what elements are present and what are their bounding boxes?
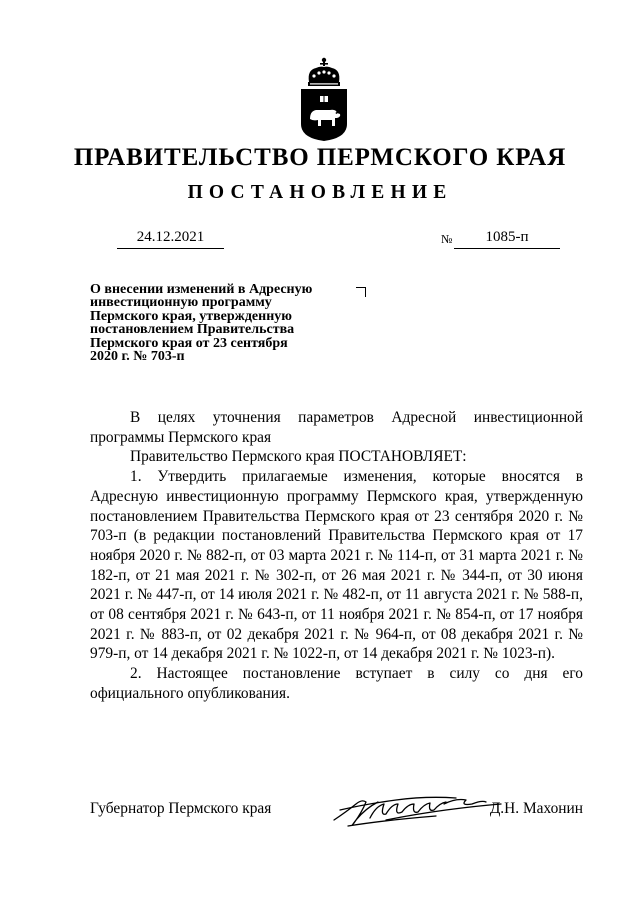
document-subject: О внесении изменений в Адресную инвестиционную программу Пермского края, утвержденную постановлением Правительства Пермского края от 23 сентября 2020 г. № 703-п	[90, 282, 313, 365]
signatory-name: Д.Н. Махонин	[489, 800, 583, 817]
body-paragraph: 2. Настоящее постановление вступает в силу со дня его официального опубликования.	[90, 665, 583, 702]
document-number: 1085-п	[454, 226, 560, 249]
document-type-heading: ПОСТАНОВЛЕНИЕ	[187, 182, 453, 203]
document-body	[90, 408, 583, 704]
organization-title: ПРАВИТЕЛЬСТВО ПЕРМСКОГО КРАЯ	[73, 144, 567, 171]
body-paragraph: Правительство Пермского края ПОСТАНОВЛЯЕТ:	[130, 448, 467, 466]
body-paragraph: 1. Утвердить прилагаемые изменения, которые вносятся в Адресную инвестиционную программу Пермского края, утвержденную постановлением Правительства Пермского края от 23 сентября 2020 г. № 703-п (в редакции постановлений Правительства Пермского края от 17 ноября 2020 г. № 882-п, от 03 марта 2021 г. № 114-п, от 31 марта 2021 г. № 182-п, от 21 мая 2021 г. № 302-п, от 26 мая 2021 г. № 344-п, от 30 июня 2021 г. № 447-п, от 14 июля 2021 г. № 482-п, от 11 августа 2021 г. № 588-п, от 08 сентября 2021 г. № 643-п, от 11 ноября 2021 г. № 854-п, от 17 ноября 2021 г. № 883-п, от 02 декабря 2021 г. № 964-п, от 08 декабря 2021 г. № 979-п, от 14 декабря 2021 г. № 1022-п, от 14 декабря 2021 г. № 1023-п).	[90, 468, 583, 663]
signature-block	[90, 796, 583, 836]
corner-bracket-mark	[356, 287, 366, 297]
body-paragraph: В целях уточнения параметров Адресной инвестиционной программы Пермского края	[90, 409, 583, 446]
coat-of-arms-icon	[299, 56, 349, 142]
signatory-position: Губернатор Пермского края	[90, 800, 272, 817]
number-prefix: №	[441, 232, 453, 246]
document-date: 24.12.2021	[117, 226, 224, 249]
